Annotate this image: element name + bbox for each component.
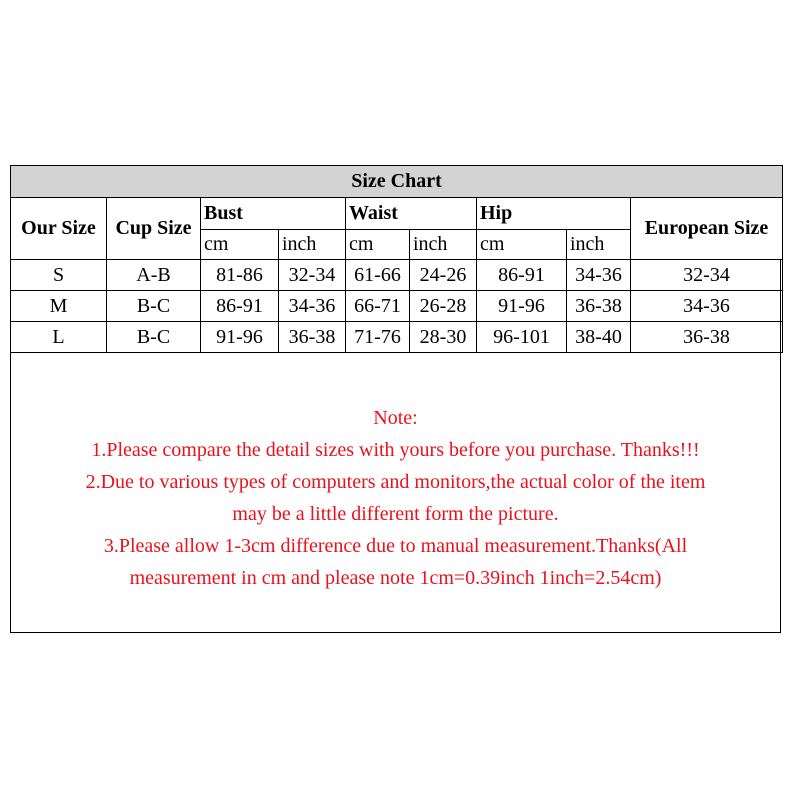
unit-waist-cm: cm <box>346 230 410 260</box>
table-row <box>11 260 783 291</box>
note-line: measurement in cm and please note 1cm=0.39inch 1inch=2.54cm) <box>129 567 662 589</box>
cell-waist-cm: 61-66 <box>346 260 410 291</box>
cell-bust-cm: 81-86 <box>201 260 279 291</box>
unit-hip-inch: inch <box>567 230 631 260</box>
cell-hip-cm: 91-96 <box>477 291 567 322</box>
table-row <box>11 291 783 322</box>
cell-hip-inch: 38-40 <box>567 322 631 353</box>
note-heading: Note: <box>373 407 418 429</box>
header-european-size: European Size <box>631 198 783 260</box>
note-line: 1.Please compare the detail sizes with yours before you purchase. Thanks!!! <box>91 439 700 461</box>
cell-hip-cm: 86-91 <box>477 260 567 291</box>
cell-cup-size: B-C <box>107 291 201 322</box>
cell-hip-cm: 96-101 <box>477 322 567 353</box>
cell-hip-inch: 36-38 <box>567 291 631 322</box>
cell-european-size: 36-38 <box>631 322 783 353</box>
note-line: may be a little different form the picture. <box>232 503 559 525</box>
notes-section <box>11 402 780 594</box>
cell-waist-cm: 66-71 <box>346 291 410 322</box>
chart-title: Size Chart <box>11 166 783 198</box>
cell-bust-cm: 86-91 <box>201 291 279 322</box>
cell-cup-size: A-B <box>107 260 201 291</box>
cell-waist-inch: 26-28 <box>410 291 477 322</box>
cell-our-size: S <box>11 260 107 291</box>
cell-cup-size: B-C <box>107 322 201 353</box>
cell-hip-inch: 34-36 <box>567 260 631 291</box>
cell-european-size: 32-34 <box>631 260 783 291</box>
cell-waist-cm: 71-76 <box>346 322 410 353</box>
unit-waist-inch: inch <box>410 230 477 260</box>
header-hip: Hip <box>477 198 631 230</box>
cell-bust-inch: 32-34 <box>279 260 346 291</box>
unit-bust-cm: cm <box>201 230 279 260</box>
table-row <box>11 322 783 353</box>
size-table <box>10 165 783 353</box>
header-waist: Waist <box>346 198 477 230</box>
header-cup-size: Cup Size <box>107 198 201 260</box>
cell-european-size: 34-36 <box>631 291 783 322</box>
cell-our-size: L <box>11 322 107 353</box>
unit-bust-inch: inch <box>279 230 346 260</box>
size-chart <box>10 165 781 633</box>
cell-bust-inch: 34-36 <box>279 291 346 322</box>
cell-bust-cm: 91-96 <box>201 322 279 353</box>
cell-waist-inch: 28-30 <box>410 322 477 353</box>
cell-our-size: M <box>11 291 107 322</box>
cell-bust-inch: 36-38 <box>279 322 346 353</box>
unit-hip-cm: cm <box>477 230 567 260</box>
cell-waist-inch: 24-26 <box>410 260 477 291</box>
header-bust: Bust <box>201 198 346 230</box>
note-line: 3.Please allow 1-3cm difference due to manual measurement.Thanks(All <box>103 535 688 557</box>
header-our-size: Our Size <box>11 198 107 260</box>
note-line: 2.Due to various types of computers and monitors,the actual color of the item <box>85 471 706 493</box>
